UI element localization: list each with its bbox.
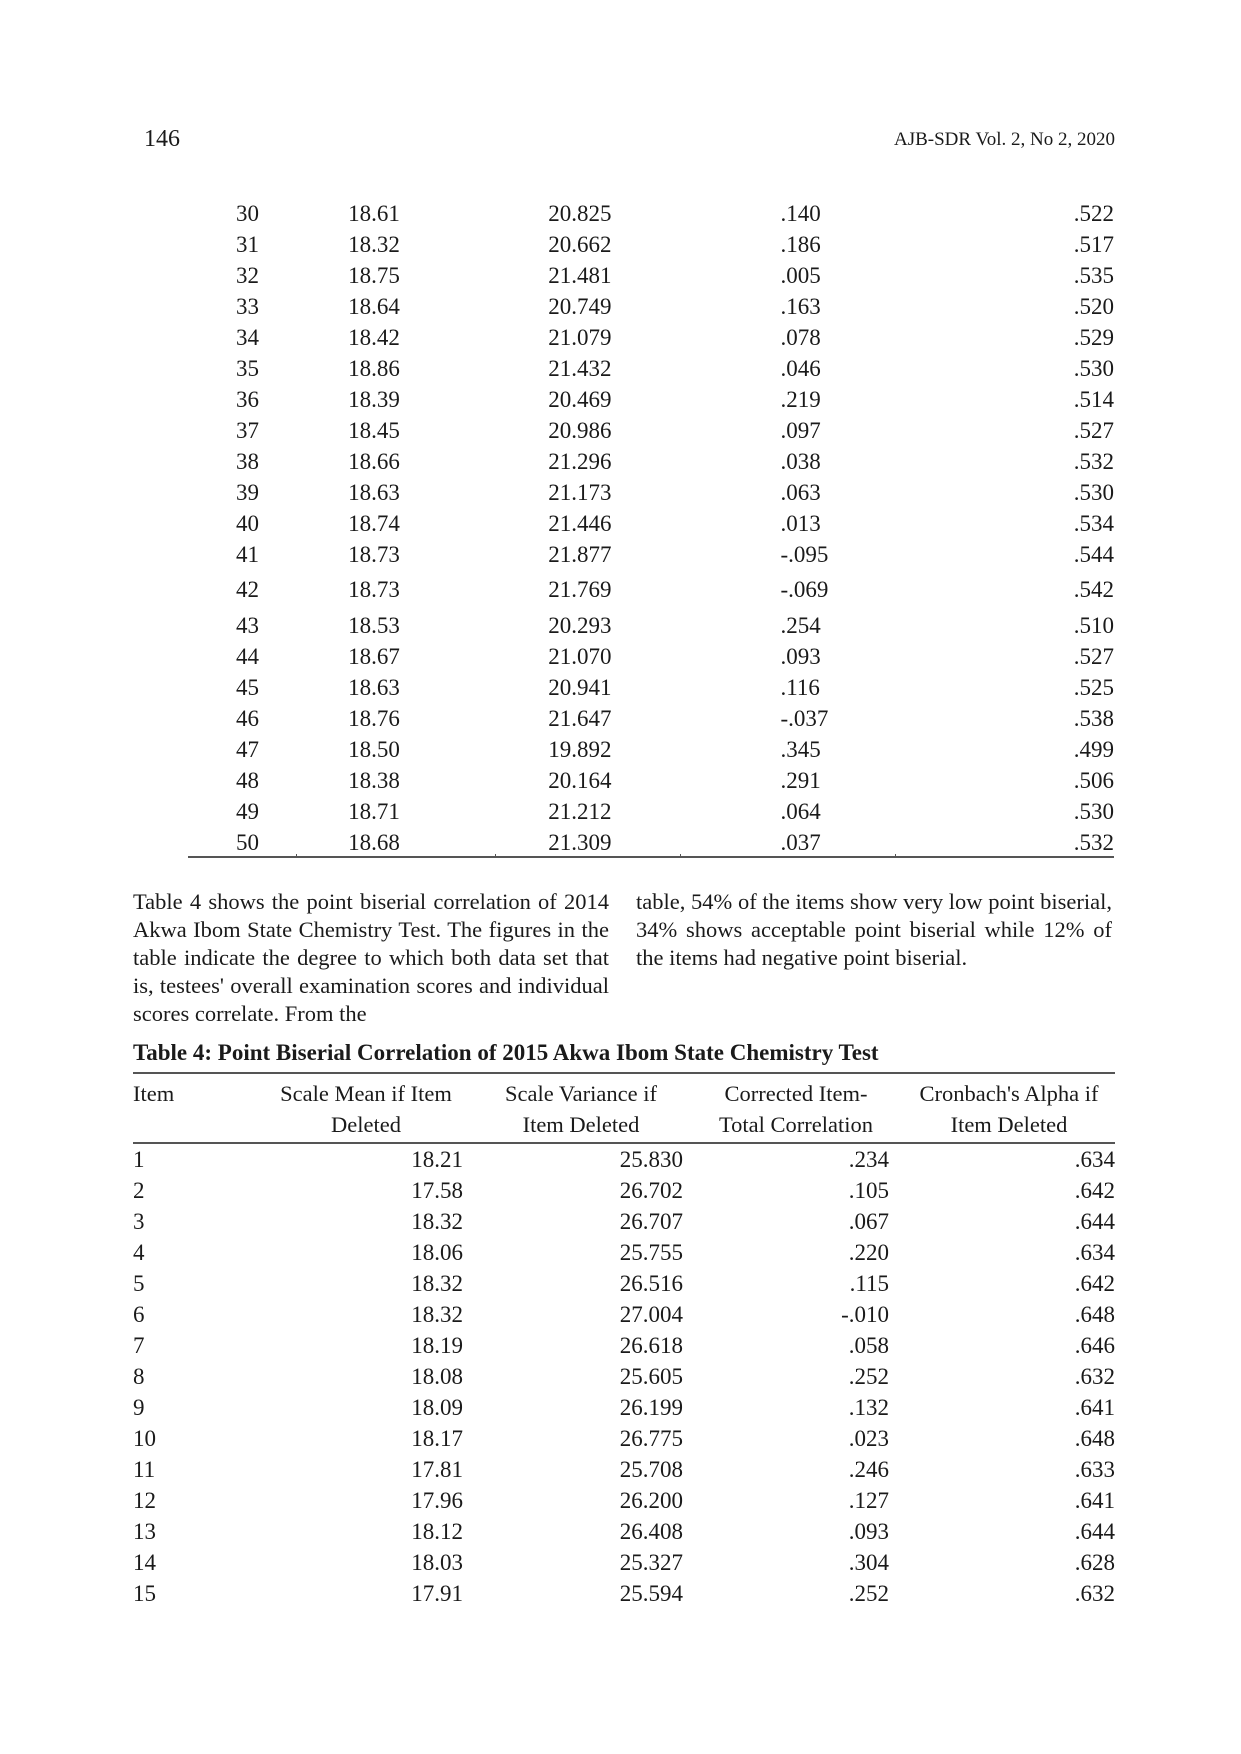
cell-scale-variance: 21.296 [548,449,612,474]
cell-scale-variance: 20.825 [548,201,612,226]
cell-scale-variance: 21.446 [548,511,612,536]
cell-cronbach-alpha: .525 [1073,675,1114,700]
cell-item-number: 33 [236,294,259,319]
cell-scale-mean: 18.32 [411,1271,463,1296]
cell-scale-mean: 18.32 [411,1302,463,1327]
cell-corrected-correlation: .023 [848,1426,889,1451]
cell-scale-mean: 18.21 [411,1147,463,1172]
cell-item-number: 7 [133,1333,145,1358]
cell-scale-mean: 18.64 [348,294,400,319]
cell-corrected-correlation: .304 [848,1550,889,1575]
cell-scale-variance: 21.877 [548,542,612,567]
table-row [133,1299,1115,1330]
cell-scale-variance: 26.200 [619,1488,683,1513]
cell-corrected-correlation: .115 [849,1271,889,1296]
cell-cronbach-alpha: .506 [1073,768,1114,793]
cell-cronbach-alpha: .529 [1073,325,1114,350]
cell-scale-mean: 18.32 [411,1209,463,1234]
table-row [190,353,1114,384]
cell-scale-mean: 17.58 [411,1178,463,1203]
cell-scale-variance: 26.702 [619,1178,683,1203]
cell-scale-variance: 25.755 [619,1240,683,1265]
table-row [190,446,1114,477]
table-row [133,1237,1115,1268]
table-row [190,508,1114,539]
column-header-corrected-correlation: Corrected Item- Total Correlation [689,1073,903,1143]
cell-scale-variance: 21.647 [548,706,612,731]
cell-item-number: 39 [236,480,259,505]
table-row [190,291,1114,322]
cell-scale-mean: 18.06 [411,1240,463,1265]
cell-cronbach-alpha: .532 [1073,449,1114,474]
cell-item-number: 8 [133,1364,145,1389]
cell-item-number: 42 [236,577,259,602]
cell-scale-variance: 26.516 [619,1271,683,1296]
cell-cronbach-alpha: .642 [1074,1178,1115,1203]
column-header-scale-variance: Scale Variance if Item Deleted [473,1073,689,1143]
cell-item-number: 4 [133,1240,145,1265]
cell-cronbach-alpha: .644 [1074,1209,1115,1234]
cell-scale-variance: 26.707 [619,1209,683,1234]
cell-item-number: 38 [236,449,259,474]
cell-corrected-correlation: .078 [780,325,821,350]
cell-scale-variance: 26.408 [619,1519,683,1544]
table-row [190,198,1114,229]
cell-scale-mean: 18.63 [348,675,400,700]
table-bottom-rule [188,856,1114,858]
cell-item-number: 12 [133,1488,156,1513]
cell-corrected-correlation: -.069 [780,577,829,602]
cell-cronbach-alpha: .648 [1074,1302,1115,1327]
cell-scale-mean: 18.86 [348,356,400,381]
table-row [133,1361,1115,1392]
cell-item-number: 10 [133,1426,156,1451]
cell-item-number: 14 [133,1550,156,1575]
cell-corrected-correlation: -.095 [780,542,829,567]
cell-scale-mean: 18.08 [411,1364,463,1389]
cell-item-number: 41 [236,542,259,567]
cell-item-number: 34 [236,325,259,350]
cell-scale-mean: 18.32 [348,232,400,257]
cell-scale-variance: 20.469 [548,387,612,412]
cell-scale-variance: 20.749 [548,294,612,319]
cell-corrected-correlation: .005 [780,263,821,288]
table-row [190,734,1114,765]
table-row [190,322,1114,353]
table-row [190,229,1114,260]
cell-corrected-correlation: .105 [848,1178,889,1203]
cell-corrected-correlation: .254 [780,613,821,638]
cell-scale-variance: 25.605 [619,1364,683,1389]
cell-corrected-correlation: -.010 [841,1302,889,1327]
cell-item-number: 15 [133,1581,156,1606]
cell-scale-mean: 18.09 [411,1395,463,1420]
cell-corrected-correlation: .013 [780,511,821,536]
cell-cronbach-alpha: .520 [1073,294,1114,319]
cell-item-number: 6 [133,1302,145,1327]
cell-corrected-correlation: .067 [848,1209,889,1234]
cell-scale-mean: 18.76 [348,706,400,731]
table-row [190,415,1114,446]
cell-item-number: 35 [236,356,259,381]
cell-corrected-correlation: .246 [848,1457,889,1482]
column-header-scale-mean: Scale Mean if Item Deleted [259,1073,473,1143]
table-row [190,641,1114,672]
table-row [190,384,1114,415]
table-row [133,1547,1115,1578]
cell-item-number: 1 [133,1147,145,1172]
table-row [190,539,1114,570]
table-row [190,827,1114,858]
cell-item-number: 30 [236,201,259,226]
cell-cronbach-alpha: .522 [1073,201,1114,226]
cell-scale-mean: 18.75 [348,263,400,288]
cell-cronbach-alpha: .530 [1073,356,1114,381]
cell-corrected-correlation: .097 [780,418,821,443]
cell-scale-mean: 18.73 [348,542,400,567]
cell-scale-mean: 18.63 [348,480,400,505]
cell-cronbach-alpha: .527 [1073,644,1114,669]
cell-scale-mean: 18.45 [348,418,400,443]
table-row [190,765,1114,796]
cell-scale-mean: 18.17 [411,1426,463,1451]
cell-item-number: 49 [236,799,259,824]
table-row [133,1143,1115,1175]
cell-corrected-correlation: .219 [780,387,821,412]
cell-corrected-correlation: .234 [848,1147,889,1172]
journal-citation: AJB-SDR Vol. 2, No 2, 2020 [893,129,1115,150]
cell-scale-mean: 18.39 [348,387,400,412]
cell-scale-variance: 27.004 [619,1302,683,1327]
cell-item-number: 50 [236,830,259,855]
cell-cronbach-alpha: .632 [1074,1364,1115,1389]
cell-cronbach-alpha: .634 [1074,1147,1115,1172]
cell-scale-variance: 21.079 [548,325,612,350]
cell-cronbach-alpha: .527 [1073,418,1114,443]
cell-cronbach-alpha: .641 [1074,1488,1115,1513]
cell-corrected-correlation: .140 [780,201,821,226]
cell-corrected-correlation: .163 [780,294,821,319]
cell-corrected-correlation: .063 [780,480,821,505]
cell-cronbach-alpha: .535 [1073,263,1114,288]
table-row [133,1516,1115,1547]
cell-scale-variance: 25.830 [619,1147,683,1172]
cell-item-number: 5 [133,1271,145,1296]
cell-item-number: 11 [133,1457,156,1482]
cell-cronbach-alpha: .642 [1074,1271,1115,1296]
cell-scale-variance: 26.775 [619,1426,683,1451]
cell-item-number: 3 [133,1209,145,1234]
cell-cronbach-alpha: .648 [1074,1426,1115,1451]
cell-item-number: 9 [133,1395,145,1420]
cell-scale-variance: 19.892 [548,737,612,762]
table-caption: Table 4: Point Biserial Correlation of 2015 Akwa Ibom State Chemistry Test [133,1040,879,1065]
cell-item-number: 36 [236,387,259,412]
cell-cronbach-alpha: .633 [1074,1457,1115,1482]
cell-scale-mean: 18.68 [348,830,400,855]
cell-cronbach-alpha: .646 [1074,1333,1115,1358]
cell-item-number: 45 [236,675,259,700]
table-row [190,703,1114,734]
cell-scale-variance: 20.662 [548,232,612,257]
cell-scale-variance: 25.594 [619,1581,683,1606]
cell-scale-mean: 18.38 [348,768,400,793]
table-row [133,1206,1115,1237]
column-header-cronbach-alpha: Cronbach's Alpha if Item Deleted [903,1073,1115,1143]
cell-scale-mean: 17.81 [411,1457,463,1482]
cell-corrected-correlation: .291 [780,768,821,793]
cell-cronbach-alpha: .532 [1073,830,1114,855]
cell-scale-mean: 18.53 [348,613,400,638]
cell-corrected-correlation: .252 [848,1364,889,1389]
cell-corrected-correlation: .093 [848,1519,889,1544]
cell-cronbach-alpha: .514 [1073,387,1114,412]
table-row [133,1175,1115,1206]
cell-cronbach-alpha: .632 [1074,1581,1115,1606]
cell-scale-mean: 18.74 [348,511,400,536]
cell-item-number: 2 [133,1178,145,1203]
cell-cronbach-alpha: .628 [1074,1550,1115,1575]
table-row [133,1485,1115,1516]
cell-scale-variance: 25.708 [619,1457,683,1482]
table-header-row [133,1073,1115,1143]
point-biserial-table [133,1072,1115,1609]
cell-scale-mean: 18.71 [348,799,400,824]
cell-cronbach-alpha: .644 [1074,1519,1115,1544]
column-header-item: Item [133,1073,259,1143]
cell-item-number: 31 [236,232,259,257]
table-row [133,1392,1115,1423]
cell-scale-mean: 18.03 [411,1550,463,1575]
cell-scale-variance: 25.327 [619,1550,683,1575]
table-row [133,1578,1115,1609]
paragraph-right-column: table, 54% of the items show very low point biserial, 34% shows acceptable point biserial while 12% of the items had negative point biserial. [636,889,1112,970]
continuation-table [190,198,1114,858]
cell-item-number: 32 [236,263,259,288]
cell-scale-variance: 21.070 [548,644,612,669]
page-number: 146 [144,126,180,152]
table-row [133,1268,1115,1299]
cell-scale-mean: 17.96 [411,1488,463,1513]
cell-corrected-correlation: .345 [780,737,821,762]
table-row [133,1423,1115,1454]
cell-corrected-correlation: .037 [780,830,821,855]
cell-cronbach-alpha: .534 [1073,511,1114,536]
cell-scale-mean: 18.50 [348,737,400,762]
cell-scale-variance: 21.309 [548,830,612,855]
cell-scale-variance: 20.164 [548,768,612,793]
cell-scale-mean: 18.12 [411,1519,463,1544]
page-header [130,126,1115,156]
cell-scale-variance: 26.199 [619,1395,683,1420]
table-row [190,477,1114,508]
cell-scale-variance: 21.212 [548,799,612,824]
cell-scale-variance: 21.173 [548,480,612,505]
cell-item-number: 40 [236,511,259,536]
cell-scale-mean: 17.91 [411,1581,463,1606]
cell-scale-variance: 26.618 [619,1333,683,1358]
cell-scale-mean: 18.19 [411,1333,463,1358]
cell-corrected-correlation: .186 [780,232,821,257]
table-row [133,1330,1115,1361]
cell-item-number: 43 [236,613,259,638]
paragraph-left-column: Table 4 shows the point biserial correlation of 2014 Akwa Ibom State Chemistry Test. The figures in the table indicate the degree to which both data set that is, testees' overall examination scores and individual scores correlate. From the [133,889,609,1026]
cell-cronbach-alpha: .499 [1073,737,1114,762]
cell-scale-mean: 18.67 [348,644,400,669]
cell-corrected-correlation: .058 [848,1333,889,1358]
cell-item-number: 48 [236,768,259,793]
cell-cronbach-alpha: .538 [1073,706,1114,731]
cell-scale-variance: 21.481 [548,263,612,288]
cell-cronbach-alpha: .544 [1073,542,1114,567]
cell-corrected-correlation: .038 [780,449,821,474]
cell-cronbach-alpha: .530 [1073,799,1114,824]
cell-item-number: 47 [236,737,259,762]
cell-scale-mean: 18.66 [348,449,400,474]
cell-corrected-correlation: .093 [780,644,821,669]
cell-corrected-correlation: .064 [780,799,821,824]
cell-corrected-correlation: .046 [780,356,821,381]
cell-scale-mean: 18.61 [348,201,400,226]
table-row [190,260,1114,291]
table-row [190,796,1114,827]
table-row [190,570,1114,610]
cell-cronbach-alpha: .510 [1073,613,1114,638]
cell-scale-variance: 20.293 [548,613,612,638]
table-row [133,1454,1115,1485]
cell-scale-mean: 18.42 [348,325,400,350]
cell-cronbach-alpha: .542 [1073,577,1114,602]
cell-cronbach-alpha: .530 [1073,480,1114,505]
cell-corrected-correlation: .116 [780,675,820,700]
cell-scale-variance: 21.769 [548,577,612,602]
cell-scale-variance: 20.986 [548,418,612,443]
cell-item-number: 44 [236,644,259,669]
cell-corrected-correlation: .132 [848,1395,889,1420]
cell-corrected-correlation: .252 [848,1581,889,1606]
cell-cronbach-alpha: .641 [1074,1395,1115,1420]
table-row [190,610,1114,641]
cell-scale-variance: 21.432 [548,356,612,381]
cell-item-number: 46 [236,706,259,731]
cell-cronbach-alpha: .517 [1073,232,1114,257]
cell-corrected-correlation: .220 [848,1240,889,1265]
table-row [190,672,1114,703]
cell-item-number: 37 [236,418,259,443]
cell-scale-mean: 18.73 [348,577,400,602]
cell-item-number: 13 [133,1519,156,1544]
cell-corrected-correlation: -.037 [780,706,829,731]
cell-corrected-correlation: .127 [848,1488,889,1513]
cell-cronbach-alpha: .634 [1074,1240,1115,1265]
cell-scale-variance: 20.941 [548,675,612,700]
